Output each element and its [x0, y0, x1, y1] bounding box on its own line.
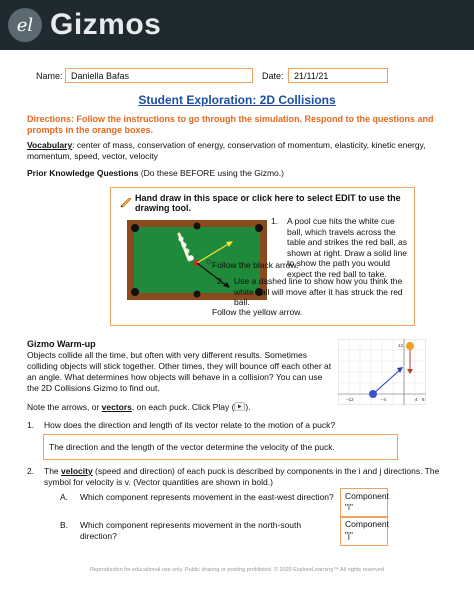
name-field[interactable]: Daniella Bafas — [65, 68, 253, 83]
q2b-text: Which component represents movement in the north-south direction? — [80, 520, 302, 541]
pocket — [194, 291, 201, 298]
copyright-footer: Reproduction for educational use only. Public sharing or posting prohibited. © 2020 ExploreLearning™ All rights reserved — [89, 567, 385, 573]
date-field[interactable]: 21/11/21 — [288, 68, 388, 83]
velocity-term: velocity — [61, 466, 93, 476]
q1-answer[interactable]: The direction and the length of the vector determine the velocity of the puck. — [49, 442, 335, 452]
prior-q2-number: 2. — [217, 276, 225, 286]
prior-q1-number: 1. — [271, 216, 279, 226]
vocabulary-block — [27, 140, 447, 162]
prior-q1-follow: Follow the black arrow. — [212, 260, 299, 270]
warmup-text: Objects collide all the time, but often with very different results. Sometimes colliding objects will stick together. Other times, they will bounce off each other at an angle. What determines how objects will behave in a collision? You can use the 2D Collisions Gizmo to find out. — [27, 350, 332, 393]
vectors-term: vectors — [101, 402, 132, 412]
directions-text: Directions: Follow the instructions to go through the simulation. Respond to the questions and prompts in the orange boxes. — [27, 114, 434, 135]
q2a-answer[interactable]: Component "i" — [345, 491, 389, 512]
tick-label: −4 — [381, 397, 387, 402]
pocket — [255, 224, 263, 232]
orange-puck — [406, 342, 414, 350]
vocabulary-label: Vocabulary — [27, 140, 73, 150]
cue-ball-ghost — [184, 248, 189, 253]
warmup-heading: Gizmo Warm-up — [27, 339, 96, 349]
cue-ball — [188, 255, 194, 261]
app-header — [0, 0, 474, 50]
q1-text: How does the direction and length of its vector relate to the motion of a puck? — [44, 420, 336, 430]
pocket — [194, 223, 201, 230]
explorelearning-logo-icon: el — [8, 8, 42, 42]
play-icon[interactable] — [234, 402, 245, 411]
prior-q1-text: A pool cue hits the white cue ball, which travels across the table and strikes the red ball, as shown at right. Draw a solid line to show the path you would expect the red ball to take. — [287, 216, 408, 279]
tick-label: 4 — [415, 397, 418, 402]
q2-number: 2. — [27, 466, 35, 476]
tick-label: −12 — [346, 397, 354, 402]
q2b-letter: B. — [60, 520, 69, 530]
pocket — [131, 224, 139, 232]
draw-instruction[interactable]: Hand draw in this space or click here to select EDIT to use the drawing tool. — [120, 193, 410, 213]
pocket — [131, 288, 139, 296]
q2a-letter: A. — [60, 492, 69, 502]
prior-knowledge-heading: Prior Knowledge Questions (Do these BEFORE using the Gizmo.) — [27, 168, 284, 178]
vocabulary-terms: : center of mass, conservation of energy, conservation of momentum, elasticity, kinetic energy, momentum, speed, vector, velocity — [27, 140, 426, 161]
q2-text: The velocity (speed and direction) of each puck is described by components in the i and j directions. The symbol for velocity is v. (Vector quantities are shown in bold.) — [44, 466, 440, 487]
brand-title: Gizmos — [50, 8, 162, 41]
tick-label: 12 — [398, 343, 404, 348]
blue-puck — [369, 390, 377, 398]
tick-label: 8 — [422, 397, 425, 402]
cue-ball-ghost — [181, 242, 186, 247]
page-title: Student Exploration: 2D Collisions — [138, 93, 336, 107]
name-label: Name: — [36, 71, 63, 81]
prior-q2-follow: Follow the yellow arrow. — [212, 307, 303, 317]
pencil-icon — [120, 198, 132, 208]
collisions-gizmo-graph — [338, 339, 426, 405]
date-label: Date: — [262, 71, 284, 81]
q1-number: 1. — [27, 420, 35, 430]
cue-ball-ghost — [178, 236, 183, 241]
q2a-text: Which component represents movement in the east-west direction? — [80, 492, 334, 502]
prior-q2-text: Use a dashed line to show how you think the white ball will move after it has struck the red ball. — [234, 276, 403, 307]
q2b-answer[interactable]: Component "j" — [345, 519, 389, 540]
vectors-note: Note the arrows, or vectors, on each puck. Click Play ( ). — [27, 402, 251, 412]
